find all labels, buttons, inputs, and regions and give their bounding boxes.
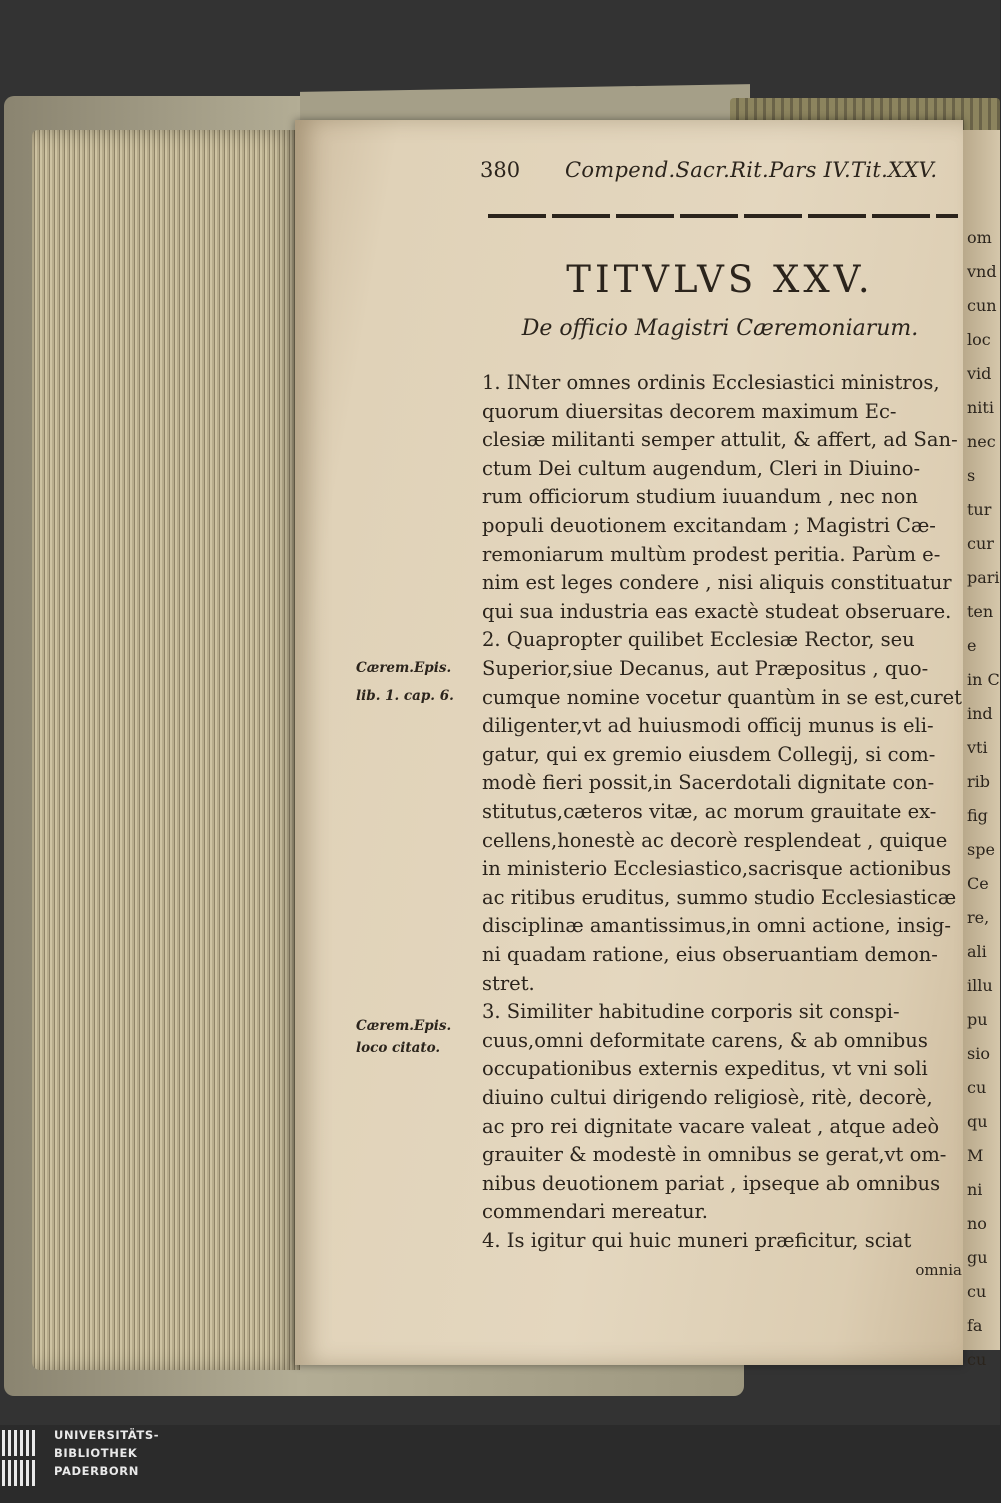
adjacent-page-text: vnd xyxy=(967,262,997,281)
ornamental-rule xyxy=(488,214,958,218)
body-line: nibus deuotionem pariat , ipseque ab omnibus xyxy=(482,1171,941,1195)
body-line: commendari mereatur. xyxy=(482,1200,708,1224)
adjacent-page-text: sio xyxy=(967,1044,990,1063)
adjacent-page-text: ni xyxy=(967,1180,983,1199)
chapter-title: TITVLVS XXV. xyxy=(566,258,874,301)
chapter-subtitle: De officio Magistri Cæremoniarum. xyxy=(521,316,919,341)
body-line: cellens,honestè ac decorè resplendeat , quique xyxy=(482,828,948,852)
body-line: gatur, qui ex gremio eiusdem Collegij, si com- xyxy=(482,742,936,766)
adjacent-page-text: om xyxy=(967,228,992,247)
university-logo-icon xyxy=(2,1428,40,1500)
library-name: BIBLIOTHEK xyxy=(54,1446,138,1460)
body-line: qui sua industria eas exactè studeat obseruare. xyxy=(482,599,952,623)
adjacent-page-text: pari xyxy=(967,568,1000,587)
body-line: in ministerio Ecclesiastico,sacrisque actionibus xyxy=(482,857,952,881)
body-line: populi deuotionem excitandam ; Magistri Cæ- xyxy=(482,514,936,537)
adjacent-page-fragment xyxy=(963,130,1000,1369)
adjacent-page-text: ten xyxy=(967,602,994,621)
adjacent-page-text: niti xyxy=(967,398,994,417)
body-line: diuino cultui dirigendo religiosè, ritè, decorè, xyxy=(482,1086,933,1109)
body-line: remoniarum multùm prodest peritia. Parùm e- xyxy=(482,542,941,566)
body-line: Superior,siue Decanus, aut Præpositus , quo- xyxy=(482,657,929,680)
body-line: stret. xyxy=(482,971,535,995)
body-line: ac pro rei dignitate vacare valeat , atque adeò xyxy=(482,1114,940,1138)
library-name: PADERBORN xyxy=(54,1464,139,1478)
adjacent-page-text: fig xyxy=(967,806,988,825)
adjacent-page-text: loc xyxy=(967,330,991,349)
adjacent-page-text: qu xyxy=(967,1112,988,1131)
adjacent-page-text: re, xyxy=(967,908,990,927)
margin-note: loco citato. xyxy=(356,1040,441,1056)
body-line: modè fieri possit,in Sacerdotali dignitate con- xyxy=(482,771,935,795)
running-head xyxy=(480,158,960,190)
body-line: 2. Quapropter quilibet Ecclesiæ Rector, seu xyxy=(482,628,915,652)
adjacent-page-text: cu xyxy=(967,1282,987,1301)
body-line: stitutus,cæteros vitæ, ac morum grauitate ex- xyxy=(482,800,937,823)
adjacent-page-text: cu xyxy=(967,1350,987,1369)
adjacent-page-text: no xyxy=(967,1214,987,1233)
body-line: nim est leges condere , nisi aliquis constituatur xyxy=(482,571,952,595)
body-line: omnia xyxy=(915,1260,962,1279)
body-line: cuus,omni deformitate carens, & ab omnibus xyxy=(482,1028,928,1052)
margin-note: Cærem.Epis. xyxy=(356,1018,452,1034)
adjacent-page-text: e xyxy=(967,636,977,655)
body-line: ni quadam ratione, eius obseruantiam demon- xyxy=(482,943,938,966)
adjacent-page-text: vti xyxy=(967,738,988,757)
adjacent-page-text: pu xyxy=(967,1010,988,1029)
adjacent-page-text: cun xyxy=(967,296,997,315)
adjacent-page-text: cur xyxy=(967,534,994,553)
adjacent-page-text: rib xyxy=(967,772,991,791)
body-line: diligenter,vt ad huiusmodi officij munus is eli- xyxy=(482,714,934,738)
adjacent-page-text: in C xyxy=(967,670,1000,689)
adjacent-page-text: M xyxy=(967,1146,984,1165)
adjacent-page-text: Ce xyxy=(967,874,989,893)
body-line: occupationibus externis expeditus, vt vni soli xyxy=(482,1057,928,1081)
adjacent-page-text: fa xyxy=(967,1316,983,1335)
body-line: disciplinæ amantissimus,in omni actione, insig- xyxy=(482,914,951,938)
adjacent-page-text: ind xyxy=(967,704,993,723)
body-line: ac ritibus eruditus, summo studio Ecclesiasticæ xyxy=(482,885,957,909)
body-line: 3. Similiter habitudine corporis sit conspi- xyxy=(482,1000,900,1024)
page-edges xyxy=(32,130,300,1370)
adjacent-page-text: gu xyxy=(967,1248,988,1267)
adjacent-page-text: s xyxy=(967,466,976,485)
body-line: grauiter & modestè in omnibus se gerat,vt om- xyxy=(482,1143,947,1167)
adjacent-page-text: cu xyxy=(967,1078,987,1097)
adjacent-page-text: ali xyxy=(967,942,987,961)
body-line: clesiæ militanti semper attulit, & affert, ad San- xyxy=(482,428,958,452)
body-line: ctum Dei cultum augendum, Cleri in Diuino- xyxy=(482,456,921,480)
body-line: rum officiorum studium iuuandum , nec non xyxy=(482,485,918,509)
body-line: quorum diuersitas decorem maximum Ec- xyxy=(482,399,897,423)
body-line: cumque nomine vocetur quantùm in se est,curet xyxy=(482,685,963,709)
adjacent-page-text: tur xyxy=(967,500,992,519)
running-title: Compend.Sacr.Rit.Pars IV.Tit.XXV. xyxy=(565,158,938,182)
page-number: 380 xyxy=(480,158,521,182)
body-line: 4. Is igitur qui huic muneri præficitur, sciat xyxy=(482,1229,912,1252)
body-line: 1. INter omnes ordinis Ecclesiastici ministros, xyxy=(482,371,940,394)
adjacent-page-text: nec xyxy=(967,432,996,451)
margin-note: Cærem.Epis. xyxy=(356,660,452,676)
adjacent-page-text: vid xyxy=(967,364,992,383)
library-name: UNIVERSITÄTS- xyxy=(54,1428,160,1442)
adjacent-page-text: illu xyxy=(967,976,993,995)
adjacent-page-text: spe xyxy=(967,840,995,859)
margin-note: lib. 1. cap. 6. xyxy=(356,688,454,704)
